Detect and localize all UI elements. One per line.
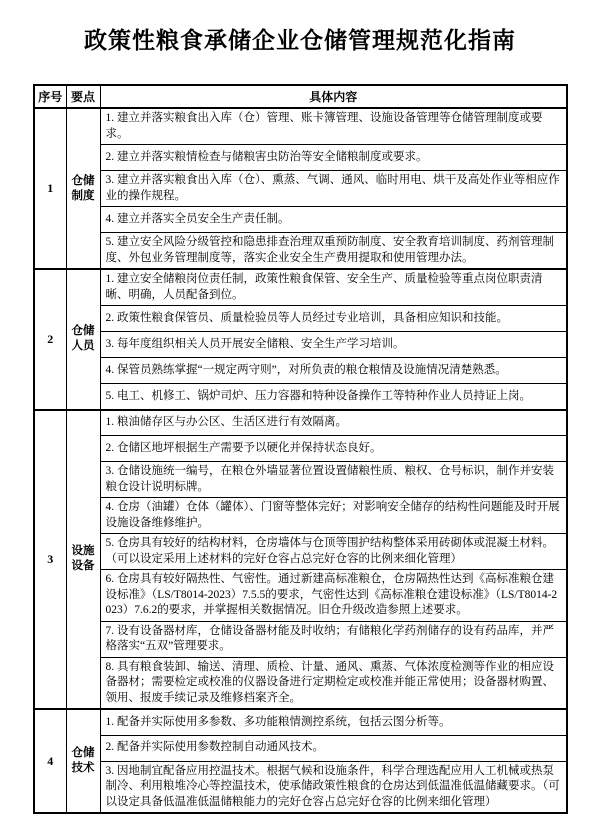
table-row (34, 657, 567, 709)
table-header-row (34, 85, 567, 108)
table-row (34, 534, 567, 570)
header-keypoint: 要点 (66, 85, 100, 108)
table-row (34, 709, 567, 735)
table-row (34, 306, 567, 332)
section-number: 4 (34, 709, 66, 813)
guide-table (33, 84, 568, 814)
table-row (34, 498, 567, 534)
guide-item: 1. 建立安全储粮岗位责任制，政策性粮食保管、安全生产、质量检验等重点岗位职责清晰、明确，人员配备到位。 (100, 269, 567, 306)
guide-item: 4. 仓房（油罐）仓体（罐体）、门窗等整体完好；对影响安全储存的结构性问题能及时开展设施设备维修维护。 (100, 498, 567, 534)
guide-item: 4. 保管员熟练掌握“一规定两守则”，对所负责的粮仓粮情及设施情况清楚熟悉。 (100, 358, 567, 384)
guide-item: 3. 因地制宜配备应用控温技术。根据气候和设施条件，科学合理选配应用人工机械或热泵制冷、利用粮堆冷心等控温技术，使承储政策性粮食的仓房达到低温准低温储藏要求。（可以设定具备低温准低温储粮能力的完好仓容占总完好仓容的比例来细化管理） (100, 761, 567, 813)
table-row (34, 171, 567, 207)
guide-item: 1. 配备并实际使用多参数、多功能粮情测控系统，包括云图分析等。 (100, 709, 567, 735)
guide-item: 7. 设有设备器材库，仓储设备器材能及时收纳；有储粮化学药剂储存的设有药品库，并严格落实“五双”管理要求。 (100, 621, 567, 657)
table-row (34, 410, 567, 436)
guide-item: 5. 电工、机修工、锅炉司炉、压力容器和特种设备操作工等特种作业人员持证上岗。 (100, 384, 567, 410)
table-row (34, 462, 567, 498)
table-row (34, 384, 567, 410)
guide-item: 2. 配备并实际使用参数控制自动通风技术。 (100, 735, 567, 761)
guide-item: 3. 仓储设施统一编号，在粮仓外墙显著位置设置储粮性质、粮权、仓号标识，制作并安装粮仓设计说明标牌。 (100, 462, 567, 498)
table-row (34, 269, 567, 306)
guide-item: 2. 仓储区地坪根据生产需要予以硬化并保持状态良好。 (100, 436, 567, 462)
guide-item: 1. 粮油储存区与办公区、生活区进行有效隔离。 (100, 410, 567, 436)
section-number: 3 (34, 410, 66, 710)
section-category: 仓储技术 (66, 709, 100, 813)
guide-item: 3. 建立并落实粮食出入库（仓）、熏蒸、气调、通风、临时用电、烘干及高处作业等相应作业的操作规程。 (100, 171, 567, 207)
table-row (34, 436, 567, 462)
guide-item: 5. 仓房具有较好的结构材料，仓房墙体与仓顶等围护结构整体采用砖砌体或混凝土材料。（可以设定采用上述材料的完好仓容占总完好仓容的比例来细化管理） (100, 534, 567, 570)
guide-item: 2. 建立并落实粮情检查与储粮害虫防治等安全储粮制度或要求。 (100, 145, 567, 171)
section-number: 1 (34, 108, 66, 269)
section-category: 仓储制度 (66, 108, 100, 269)
guide-item: 5. 建立安全风险分级管控和隐患排查治理双重预防制度、安全教育培训制度、药剂管理制度、外包业务管理制度等，落实企业安全生产费用提取和使用管理办法。 (100, 233, 567, 270)
section-category: 仓储人员 (66, 269, 100, 410)
guide-item: 2. 政策性粮食保管员、质量检验员等人员经过专业培训，具备相应知识和技能。 (100, 306, 567, 332)
section-number: 2 (34, 269, 66, 410)
table-row (34, 145, 567, 171)
table-row (34, 332, 567, 358)
header-serial: 序号 (34, 85, 66, 108)
guide-item: 4. 建立并落实全员安全生产责任制。 (100, 207, 567, 233)
table-row (34, 621, 567, 657)
guide-item: 1. 建立并落实粮食出入库（仓）管理、账卡簿管理、设施设备管理等仓储管理制度或要求。 (100, 108, 567, 145)
guide-item: 3. 每年度组织相关人员开展安全储粮、安全生产学习培训。 (100, 332, 567, 358)
header-content: 具体内容 (100, 85, 567, 108)
table-row (34, 735, 567, 761)
page-title: 政策性粮食承储企业仓储管理规范化指南 (84, 28, 516, 53)
table-row (34, 358, 567, 384)
table-row (34, 108, 567, 145)
table-row (34, 570, 567, 622)
section-category: 设施设备 (66, 410, 100, 710)
table-row (34, 761, 567, 813)
table-row (34, 207, 567, 233)
guide-item: 8. 具有粮食装卸、输送、清理、质检、计量、通风、熏蒸、气体浓度检测等作业的相应设备器材；需要检定或校准的仪器设备进行定期检定或校准并能正常使用；设备器材购置、领用、报废手续记录及维修档案齐全。 (100, 657, 567, 709)
table-row (34, 233, 567, 270)
guide-item: 6. 仓房具有较好隔热性、气密性。通过新建高标准粮仓，仓房隔热性达到《高标准粮仓建设标准》（LS/T8014-2023）7.5.5的要求，气密性达到《高标准粮仓建设标准》（LS/T8014-2023）7.6.2的要求，并掌握相关数据情况。旧仓升级改造参照上述要求。 (100, 570, 567, 622)
